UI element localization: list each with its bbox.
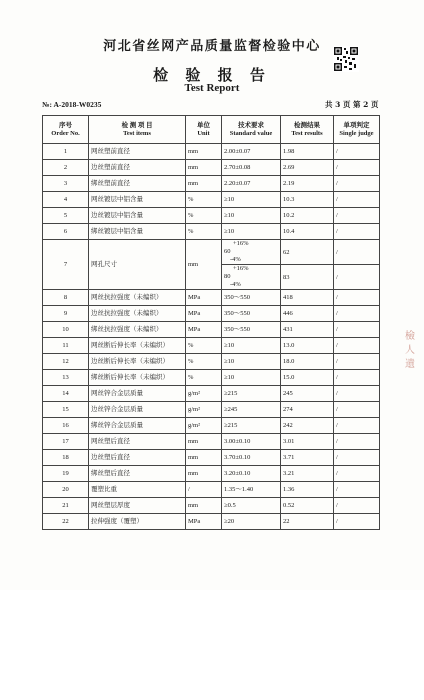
unit-cell: /	[186, 482, 222, 498]
judge-cell: /	[334, 160, 380, 176]
test-item-cell: 网丝塑层厚度	[89, 498, 186, 514]
header-judge: 单项判定 Single judge	[334, 116, 380, 144]
order-no-cell: 2	[43, 160, 89, 176]
judge-cell: /	[334, 450, 380, 466]
order-no-cell: 14	[43, 386, 89, 402]
row-7-item: 网孔尺寸	[89, 240, 186, 290]
order-no-cell: 6	[43, 224, 89, 240]
judge-cell: /	[334, 498, 380, 514]
judge-cell: /	[334, 514, 380, 530]
standard-cell: 350～550	[222, 306, 281, 322]
table-row	[43, 208, 380, 224]
table-row	[43, 418, 380, 434]
header-standard: 技术要求 Standard value	[222, 116, 281, 144]
result-cell: 2.19	[281, 176, 334, 192]
standard-cell: ≥245	[222, 402, 281, 418]
standard-cell: 3.70±0.10	[222, 450, 281, 466]
unit-cell: %	[186, 208, 222, 224]
unit-cell: MPa	[186, 306, 222, 322]
standard-cell: 2.20±0.07	[222, 176, 281, 192]
unit-cell: mm	[186, 144, 222, 160]
test-item-cell: 网丝塑后直径	[89, 434, 186, 450]
standard-cell: 1.35～1.40	[222, 482, 281, 498]
result-cell: 431	[281, 322, 334, 338]
standard-cell: ≥10	[222, 370, 281, 386]
result-cell: 22	[281, 514, 334, 530]
table-row	[43, 290, 380, 306]
header-test-items: 检 测 项 目 Test items	[89, 116, 186, 144]
result-cell: 2.69	[281, 160, 334, 176]
table-row	[43, 306, 380, 322]
order-no-cell: 10	[43, 322, 89, 338]
unit-cell: %	[186, 354, 222, 370]
judge-cell: /	[334, 418, 380, 434]
test-item-cell: 绑丝锌合金层质量	[89, 418, 186, 434]
result-cell: 13.0	[281, 338, 334, 354]
standard-cell: 350～550	[222, 322, 281, 338]
header-unit: 单位 Unit	[186, 116, 222, 144]
unit-cell: MPa	[186, 290, 222, 306]
blank-background	[0, 590, 424, 700]
order-no-cell: 19	[43, 466, 89, 482]
order-no-cell: 3	[43, 176, 89, 192]
test-item-cell: 网丝塑前直径	[89, 144, 186, 160]
header-results: 检测结果 Test results	[281, 116, 334, 144]
order-no-cell: 5	[43, 208, 89, 224]
row-7-result-b: 83	[281, 265, 334, 290]
unit-cell: %	[186, 338, 222, 354]
standard-cell: ≥10	[222, 338, 281, 354]
judge-cell: /	[334, 322, 380, 338]
judge-cell: /	[334, 482, 380, 498]
unit-cell: %	[186, 370, 222, 386]
test-item-cell: 覆塑比重	[89, 482, 186, 498]
unit-cell: %	[186, 224, 222, 240]
result-cell: 245	[281, 386, 334, 402]
result-cell: 274	[281, 402, 334, 418]
test-item-cell: 绑丝塑前直径	[89, 176, 186, 192]
standard-cell: ≥10	[222, 192, 281, 208]
result-cell: 1.36	[281, 482, 334, 498]
page-indicator: 共 3 页 第 2 页	[325, 100, 379, 109]
row-7-judge-b: /	[334, 265, 380, 290]
judge-cell: /	[334, 370, 380, 386]
unit-cell: mm	[186, 466, 222, 482]
result-cell: 10.4	[281, 224, 334, 240]
test-item-cell: 绑丝塑后直径	[89, 466, 186, 482]
order-no-cell: 4	[43, 192, 89, 208]
result-cell: 1.98	[281, 144, 334, 160]
result-cell: 3.71	[281, 450, 334, 466]
result-cell: 3.21	[281, 466, 334, 482]
table-row	[43, 338, 380, 354]
row-7-no: 7	[43, 240, 89, 290]
row-7-judge-a: /	[334, 240, 380, 265]
unit-cell: g/m²	[186, 418, 222, 434]
result-cell: 18.0	[281, 354, 334, 370]
test-item-cell: 网丝抗拉强度（未编织）	[89, 290, 186, 306]
table-row	[43, 160, 380, 176]
unit-cell: mm	[186, 160, 222, 176]
order-no-cell: 21	[43, 498, 89, 514]
table-row	[43, 386, 380, 402]
judge-cell: /	[334, 224, 380, 240]
unit-cell: g/m²	[186, 402, 222, 418]
standard-cell: ≥215	[222, 418, 281, 434]
test-item-cell: 边丝锌合金层质量	[89, 402, 186, 418]
standard-cell: 3.20±0.10	[222, 466, 281, 482]
judge-cell: /	[334, 192, 380, 208]
table-row	[43, 240, 380, 265]
table-row	[43, 466, 380, 482]
table-row	[43, 224, 380, 240]
standard-cell: 2.70±0.08	[222, 160, 281, 176]
row-7-result-a: 62	[281, 240, 334, 265]
order-no-cell: 18	[43, 450, 89, 466]
result-cell: 3.01	[281, 434, 334, 450]
test-results-table	[42, 115, 380, 530]
judge-cell: /	[334, 338, 380, 354]
unit-cell: mm	[186, 450, 222, 466]
issuing-organization: 河北省丝网产品质量监督检验中心	[103, 39, 321, 54]
report-title-en: Test Report	[184, 82, 240, 94]
order-no-cell: 12	[43, 354, 89, 370]
test-item-cell: 网丝断后伸长率（未编织）	[89, 338, 186, 354]
test-item-cell: 绑丝断后伸长率（未编织）	[89, 370, 186, 386]
test-item-cell: 绑丝镀层中铝含量	[89, 224, 186, 240]
order-no-cell: 13	[43, 370, 89, 386]
order-no-cell: 15	[43, 402, 89, 418]
standard-cell: 3.00±0.10	[222, 434, 281, 450]
test-item-cell: 拉伸强度（覆塑）	[89, 514, 186, 530]
result-cell: 10.3	[281, 192, 334, 208]
table-row	[43, 176, 380, 192]
test-item-cell: 边丝塑前直径	[89, 160, 186, 176]
row-7-standard-b: +16% 80 -4%	[222, 265, 281, 290]
standard-cell: ≥0.5	[222, 498, 281, 514]
table-row	[43, 402, 380, 418]
table-row	[43, 450, 380, 466]
standard-cell: 2.00±0.07	[222, 144, 281, 160]
test-item-cell: 网丝锌合金层质量	[89, 386, 186, 402]
table-row	[43, 370, 380, 386]
order-no-cell: 20	[43, 482, 89, 498]
order-no-cell: 1	[43, 144, 89, 160]
standard-cell: ≥215	[222, 386, 281, 402]
report-title-cn: 检 验 报 告	[153, 66, 271, 84]
judge-cell: /	[334, 386, 380, 402]
row-7-unit: mm	[186, 240, 222, 290]
table-row	[43, 434, 380, 450]
standard-cell: ≥10	[222, 208, 281, 224]
judge-cell: /	[334, 466, 380, 482]
judge-cell: /	[334, 434, 380, 450]
table-row	[43, 514, 380, 530]
header-order-no: 序号 Order No.	[43, 116, 89, 144]
table-row	[43, 192, 380, 208]
judge-cell: /	[334, 402, 380, 418]
order-no-cell: 9	[43, 306, 89, 322]
table-row	[43, 144, 380, 160]
report-number: №: A-2018-W0235	[42, 100, 102, 109]
unit-cell: MPa	[186, 514, 222, 530]
judge-cell: /	[334, 176, 380, 192]
result-cell: 0.52	[281, 498, 334, 514]
standard-cell: ≥10	[222, 224, 281, 240]
table-header-row	[43, 116, 380, 144]
unit-cell: mm	[186, 498, 222, 514]
test-item-cell: 边丝镀层中铝含量	[89, 208, 186, 224]
order-no-cell: 17	[43, 434, 89, 450]
standard-cell: ≥20	[222, 514, 281, 530]
row-7-standard-a: +16% 60 -4%	[222, 240, 281, 265]
result-cell: 418	[281, 290, 334, 306]
unit-cell: %	[186, 192, 222, 208]
result-cell: 15.0	[281, 370, 334, 386]
result-cell: 242	[281, 418, 334, 434]
test-item-cell: 边丝塑后直径	[89, 450, 186, 466]
order-no-cell: 22	[43, 514, 89, 530]
margin-stamp-mark: 檢 人 遺	[405, 331, 415, 370]
judge-cell: /	[334, 306, 380, 322]
order-no-cell: 16	[43, 418, 89, 434]
table-row	[43, 322, 380, 338]
table-row	[43, 354, 380, 370]
standard-cell: 350～550	[222, 290, 281, 306]
table-row	[43, 482, 380, 498]
judge-cell: /	[334, 208, 380, 224]
test-item-cell: 网丝镀层中铝含量	[89, 192, 186, 208]
result-cell: 446	[281, 306, 334, 322]
result-cell: 10.2	[281, 208, 334, 224]
judge-cell: /	[334, 144, 380, 160]
table-row	[43, 498, 380, 514]
test-item-cell: 边丝抗拉强度（未编织）	[89, 306, 186, 322]
order-no-cell: 8	[43, 290, 89, 306]
unit-cell: g/m²	[186, 386, 222, 402]
judge-cell: /	[334, 354, 380, 370]
unit-cell: MPa	[186, 322, 222, 338]
unit-cell: mm	[186, 176, 222, 192]
unit-cell: mm	[186, 434, 222, 450]
test-item-cell: 边丝断后伸长率（未编织）	[89, 354, 186, 370]
test-item-cell: 绑丝抗拉强度（未编织）	[89, 322, 186, 338]
order-no-cell: 11	[43, 338, 89, 354]
standard-cell: ≥10	[222, 354, 281, 370]
judge-cell: /	[334, 290, 380, 306]
